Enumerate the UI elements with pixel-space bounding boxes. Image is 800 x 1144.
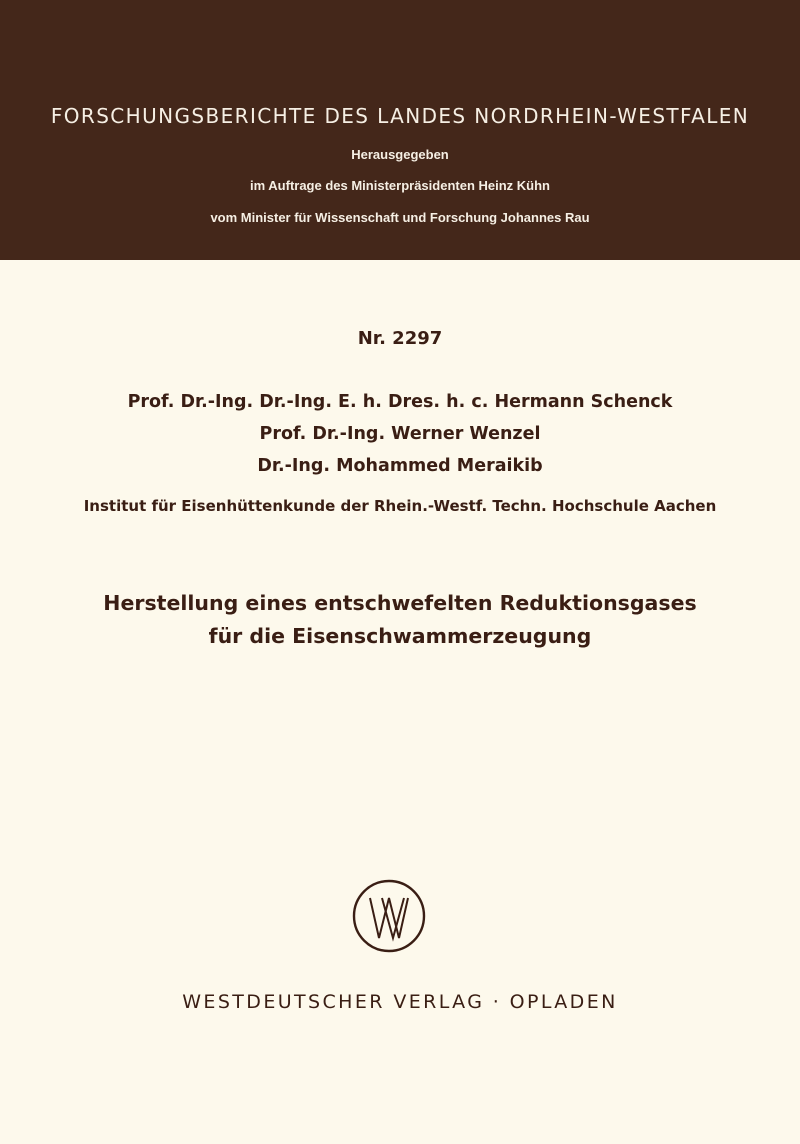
series-title: FORSCHUNGSBERICHTE DES LANDES NORDRHEIN-WESTFALEN (50, 104, 750, 128)
author: Dr.-Ing. Mohammed Meraikib (257, 456, 543, 476)
publisher-name: WESTDEUTSCHER VERLAG · OPLADEN (182, 991, 618, 1013)
report-number: Nr. 2297 (357, 328, 443, 349)
book-title-line: Herstellung eines entschwefelten Reduktionsgases (103, 591, 697, 615)
institute: Institut für Eisenhüttenkunde der Rhein.-Westf. Techn. Hochschule Aachen (83, 497, 717, 515)
commission-line: im Auftrage des Ministerpräsidenten Heinz Kühn (249, 178, 550, 193)
author: Prof. Dr.-Ing. Werner Wenzel (259, 424, 541, 444)
publisher-logo-icon (351, 878, 427, 954)
author: Prof. Dr.-Ing. Dr.-Ing. E. h. Dres. h. c. Hermann Schenck (127, 392, 673, 412)
book-title-line: für die Eisenschwammerzeugung (208, 624, 592, 648)
minister-line: vom Minister für Wissenschaft und Forschung Johannes Rau (210, 210, 590, 225)
header-band (0, 0, 800, 260)
editor-line: Herausgegeben (351, 147, 449, 162)
